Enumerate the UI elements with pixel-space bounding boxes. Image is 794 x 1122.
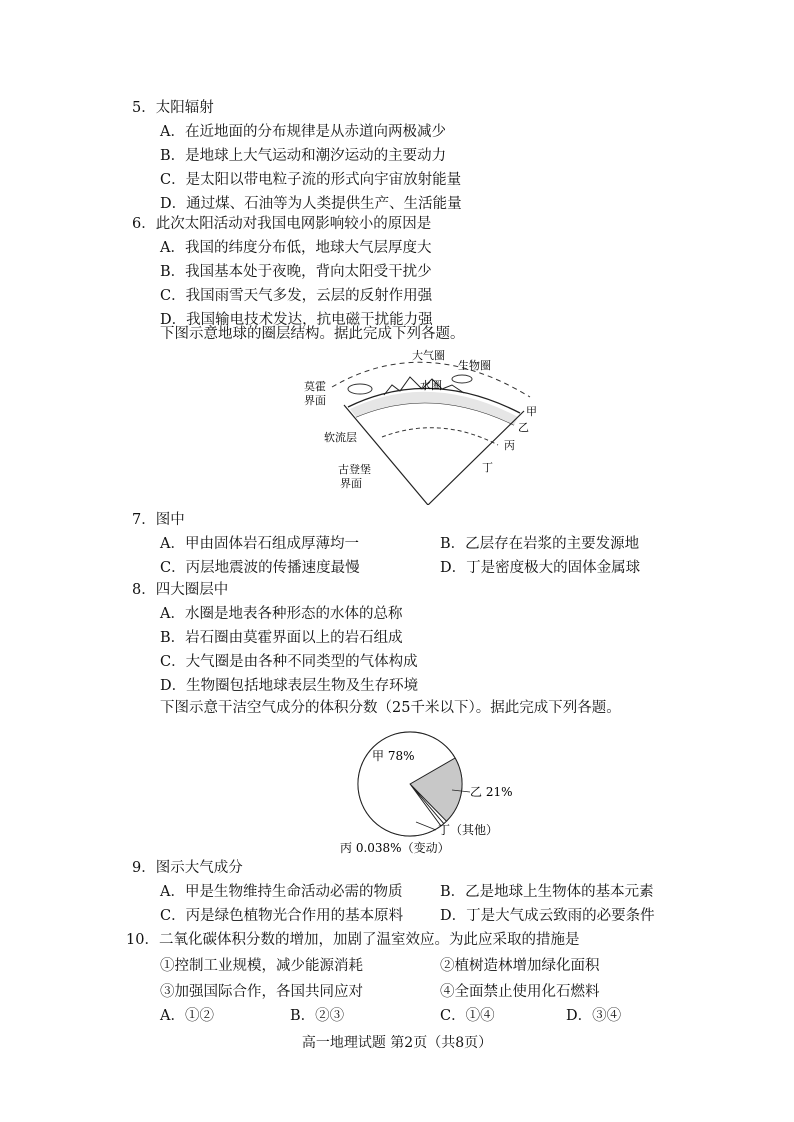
q10-stem: 10．二氧化碳体积分数的增加，加剧了温室效应。为此应采取的措施是 — [126, 932, 580, 948]
pie-label-jia: 甲 78% — [372, 749, 415, 763]
q8-option-b: B．岩石圈由莫霍界面以上的岩石组成 — [160, 630, 403, 646]
label-jia: 甲 — [526, 405, 537, 418]
q7-option-b: B．乙层存在岩浆的主要发源地 — [440, 536, 640, 552]
q10-item-3: ③加强国际合作，各国共同应对 — [160, 984, 363, 1000]
q6-option-d: D．我国输电技术发达，抗电磁干扰能力强 — [160, 312, 433, 328]
label-gutenberg-1: 古登堡 — [338, 463, 371, 476]
label-moho-1: 莫霍 — [304, 380, 326, 393]
pie-label-yi: 乙 21% — [470, 785, 513, 799]
q5-option-b: B．是地球上大气运动和潮汐运动的主要动力 — [160, 148, 447, 164]
label-bing: 丙 — [504, 439, 515, 452]
intro-earth-layers: 下图示意地球的圈层结构。据此完成下列各题。 — [160, 326, 465, 342]
q9-option-b: B．乙是地球上生物体的基本元素 — [440, 884, 654, 900]
label-ding: 丁 — [482, 461, 493, 474]
q6-option-c: C．我国雨雪天气多发，云层的反射作用强 — [160, 288, 433, 304]
label-moho-2: 界面 — [304, 394, 326, 407]
label-atmosphere: 大气圈 — [412, 349, 445, 362]
q10-item-4: ④全面禁止使用化石燃料 — [440, 984, 600, 1000]
q5-stem: 5．太阳辐射 — [132, 100, 214, 116]
intro-air-composition: 下图示意干洁空气成分的体积分数（25千米以下）。据此完成下列各题。 — [160, 700, 621, 716]
q6-option-a: A．我国的纬度分布低，地球大气层厚度大 — [160, 240, 432, 256]
q8-stem: 8．四大圈层中 — [132, 582, 229, 598]
q5-option-d: D．通过煤、石油等为人类提供生产、生活能量 — [160, 196, 462, 212]
q5-option-c: C．是太阳以带电粒子流的形式向宇宙放射能量 — [160, 172, 462, 188]
q10-option-d: D．③④ — [566, 1008, 622, 1024]
q10-option-c: C．①④ — [440, 1008, 495, 1024]
q8-option-c: C．大气圈是由各种不同类型的气体构成 — [160, 654, 418, 670]
q8-option-a: A．水圈是地表各种形态的水体的总称 — [160, 606, 403, 622]
earth-layers-diagram — [300, 345, 540, 505]
label-biosphere: 生物圈 — [458, 359, 491, 372]
q9-option-a: A．甲是生物维持生命活动必需的物质 — [160, 884, 403, 900]
cloud-left — [348, 384, 372, 394]
q10-option-b: B．②③ — [290, 1008, 345, 1024]
asthenosphere-arc — [382, 428, 498, 445]
wedge-left-edge — [344, 405, 428, 505]
q10-item-2: ②植树造林增加绿化面积 — [440, 958, 600, 974]
q10-option-a: A．①② — [160, 1008, 214, 1024]
label-asthenosphere: 软流层 — [324, 431, 357, 444]
q7-option-c: C．丙层地震波的传播速度最慢 — [160, 560, 360, 576]
q9-option-d: D．丁是大气成云致雨的必要条件 — [440, 908, 655, 924]
q7-stem: 7．图中 — [132, 512, 185, 528]
wedge-right-edge — [428, 411, 524, 505]
label-gutenberg-2: 界面 — [340, 477, 362, 490]
q7-option-a: A．甲由固体岩石组成厚薄均一 — [160, 536, 359, 552]
q9-stem: 9．图示大气成分 — [132, 860, 243, 876]
page-footer: 高一地理试题 第2页（共8页） — [301, 1035, 493, 1051]
air-composition-pie — [332, 722, 532, 857]
q10-item-1: ①控制工业规模，减少能源消耗 — [160, 958, 363, 974]
q6-stem: 6．此次太阳活动对我国电网影响较小的原因是 — [132, 216, 432, 232]
pie-label-bing: 丙 0.038%（变动） — [340, 841, 450, 855]
cloud-right — [452, 375, 472, 383]
label-hydrosphere: 水圈 — [420, 379, 442, 392]
q6-option-b: B．我国基本处于夜晚，背向太阳受干扰少 — [160, 264, 432, 280]
q5-option-a: A．在近地面的分布规律是从赤道向两极减少 — [160, 124, 446, 140]
pie-label-ding: 丁（其他） — [438, 823, 499, 837]
label-yi: 乙 — [518, 421, 529, 434]
q8-option-d: D．生物圈包括地球表层生物及生存环境 — [160, 678, 419, 694]
q9-option-c: C．丙是绿色植物光合作用的基本原料 — [160, 908, 404, 924]
q7-option-d: D．丁是密度极大的固体金属球 — [440, 560, 641, 576]
